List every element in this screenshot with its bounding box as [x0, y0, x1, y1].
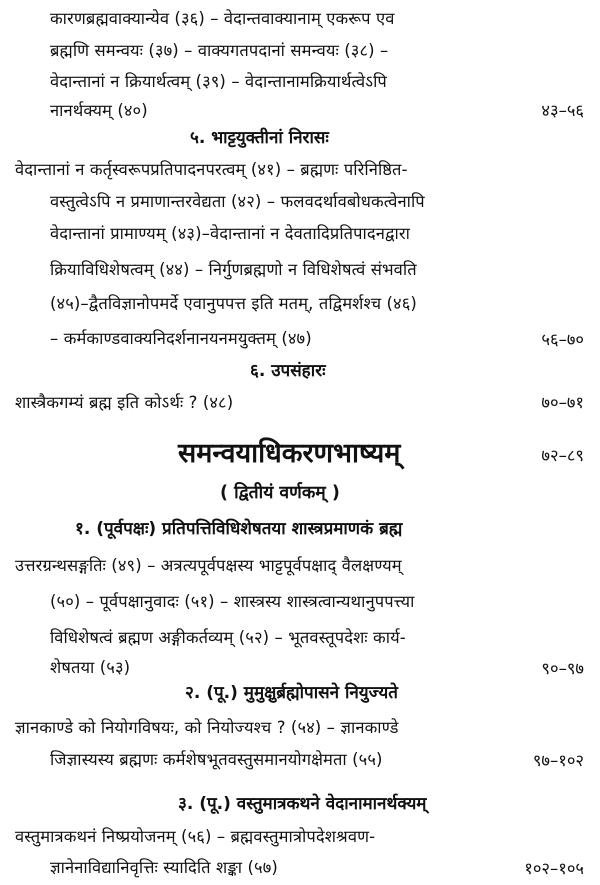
toc-entry-line: कारणब्रह्मवाक्यान्येव (३६) – वेदान्तवाक्यानाम् एकरूप एव	[50, 9, 395, 28]
page-range: ७२–८९	[541, 446, 584, 465]
toc-entry-line: वेदान्तानां प्रामाण्यम् (४३)–वेदान्तानां न देवतादिप्रतिपादनद्वारा	[50, 224, 410, 243]
toc-entry-line: विधिशेषत्वं ब्रह्मण अङ्गीकर्तव्यम् (५२) – भूतवस्तूपदेशः कार्य-	[50, 628, 406, 647]
toc-entry-line: वस्तुमात्रकथनं निष्प्रयोजनम् (५६) – ब्रह्मवस्तुमात्रोपदेशश्रवण-	[15, 827, 376, 846]
subsection-heading: ३. (पू.) वस्तुमात्रकथने वेदानामानर्थक्यम्	[178, 794, 427, 814]
toc-entry-line: वेदान्तानां न कर्तृस्वरूपप्रतिपादनपरत्वम् (४१) – ब्रह्मणः परिनिष्ठित-	[15, 160, 408, 179]
toc-entry-line: ज्ञानेनाविद्यानिवृत्तिः स्यादिति शङ्का (५७)	[50, 858, 278, 877]
toc-entry-line: (४५)–द्वैतविज्ञानोपमर्दे एवानुपपत्त इति मतम्, तद्विमर्शश्च (४६)	[50, 294, 417, 313]
page-range: १०२–१०५	[524, 859, 584, 878]
toc-entry-line: वस्तुत्वेऽपि न प्रमाणान्तरवेद्यता (४२) – फलवदर्थावबोधकत्वेनापि	[50, 192, 425, 211]
toc-entry-line: – कर्मकाण्डवाक्यनिदर्शनानयनमयुक्तम् (४७)	[50, 329, 312, 348]
page-range: ५६–७०	[541, 330, 584, 349]
section-heading: ५. भाट्टयुक्तीनां निरासः	[190, 128, 329, 148]
toc-entry-line: शेषतया (५३)	[50, 658, 131, 677]
page-range: ९७–१०२	[532, 751, 584, 770]
page-range: ९०–९७	[541, 659, 584, 678]
toc-entry-line: ज्ञानकाण्डे को नियोगविषयः, को नियोज्यश्च ? (५४) – ज्ञानकाण्डे	[15, 718, 399, 737]
section-heading: ६. उपसंहारः	[250, 361, 326, 381]
toc-entry-line: जिज्ञास्यस्य ब्रह्मणः कर्मशेषभूतवस्तुसमानयोगक्षेमता (५५)	[50, 750, 383, 769]
toc-entry-line: शास्त्रैकगम्यं ब्रह्म इति कोऽर्थः ? (४८)	[15, 393, 234, 412]
subsection-heading: २. (पू.) मुमुक्षुर्ब्रह्मोपासने नियुज्यते	[185, 683, 398, 703]
toc-entry-line: नानर्थक्यम् (४०)	[50, 101, 148, 120]
toc-entry-line: उत्तरग्रन्थसङ्गतिः (४९) – अत्रत्यपूर्वपक्षस्य भाट्टपूर्वपक्षाद् वैलक्षण्यम्	[15, 556, 402, 575]
chapter-subtitle: ( द्वितीयं वर्णकम् )	[220, 483, 340, 503]
subsection-heading: १. (पूर्वपक्षः) प्रतिपत्तिविधिशेषतया शास्त्रप्रमाणकं ब्रह्म	[75, 519, 403, 539]
toc-entry-line: ब्रह्मणि समन्वयः (३७) – वाक्यगतपदानां समन्वयः (३८) –	[50, 41, 389, 60]
toc-entry-line: (५०) – पूर्वपक्षानुवादः (५१) – शास्त्रस्य शास्त्रत्वान्यथानुपपत्त्या	[50, 592, 415, 611]
page-range: ४३–५६	[541, 101, 584, 120]
page-range: ७०–७१	[541, 393, 584, 412]
toc-entry-line: वेदान्तानां न क्रियार्थत्वम् (३९) – वेदान्तानामक्रियार्थत्वेऽपि	[50, 72, 387, 91]
toc-entry-line: क्रियाविधिशेषत्वम् (४४) – निर्गुणब्रह्मणो न विधिशेषत्वं संभवति	[50, 260, 417, 279]
chapter-title: समन्वयाधिकरणभाष्यम्	[178, 438, 401, 469]
